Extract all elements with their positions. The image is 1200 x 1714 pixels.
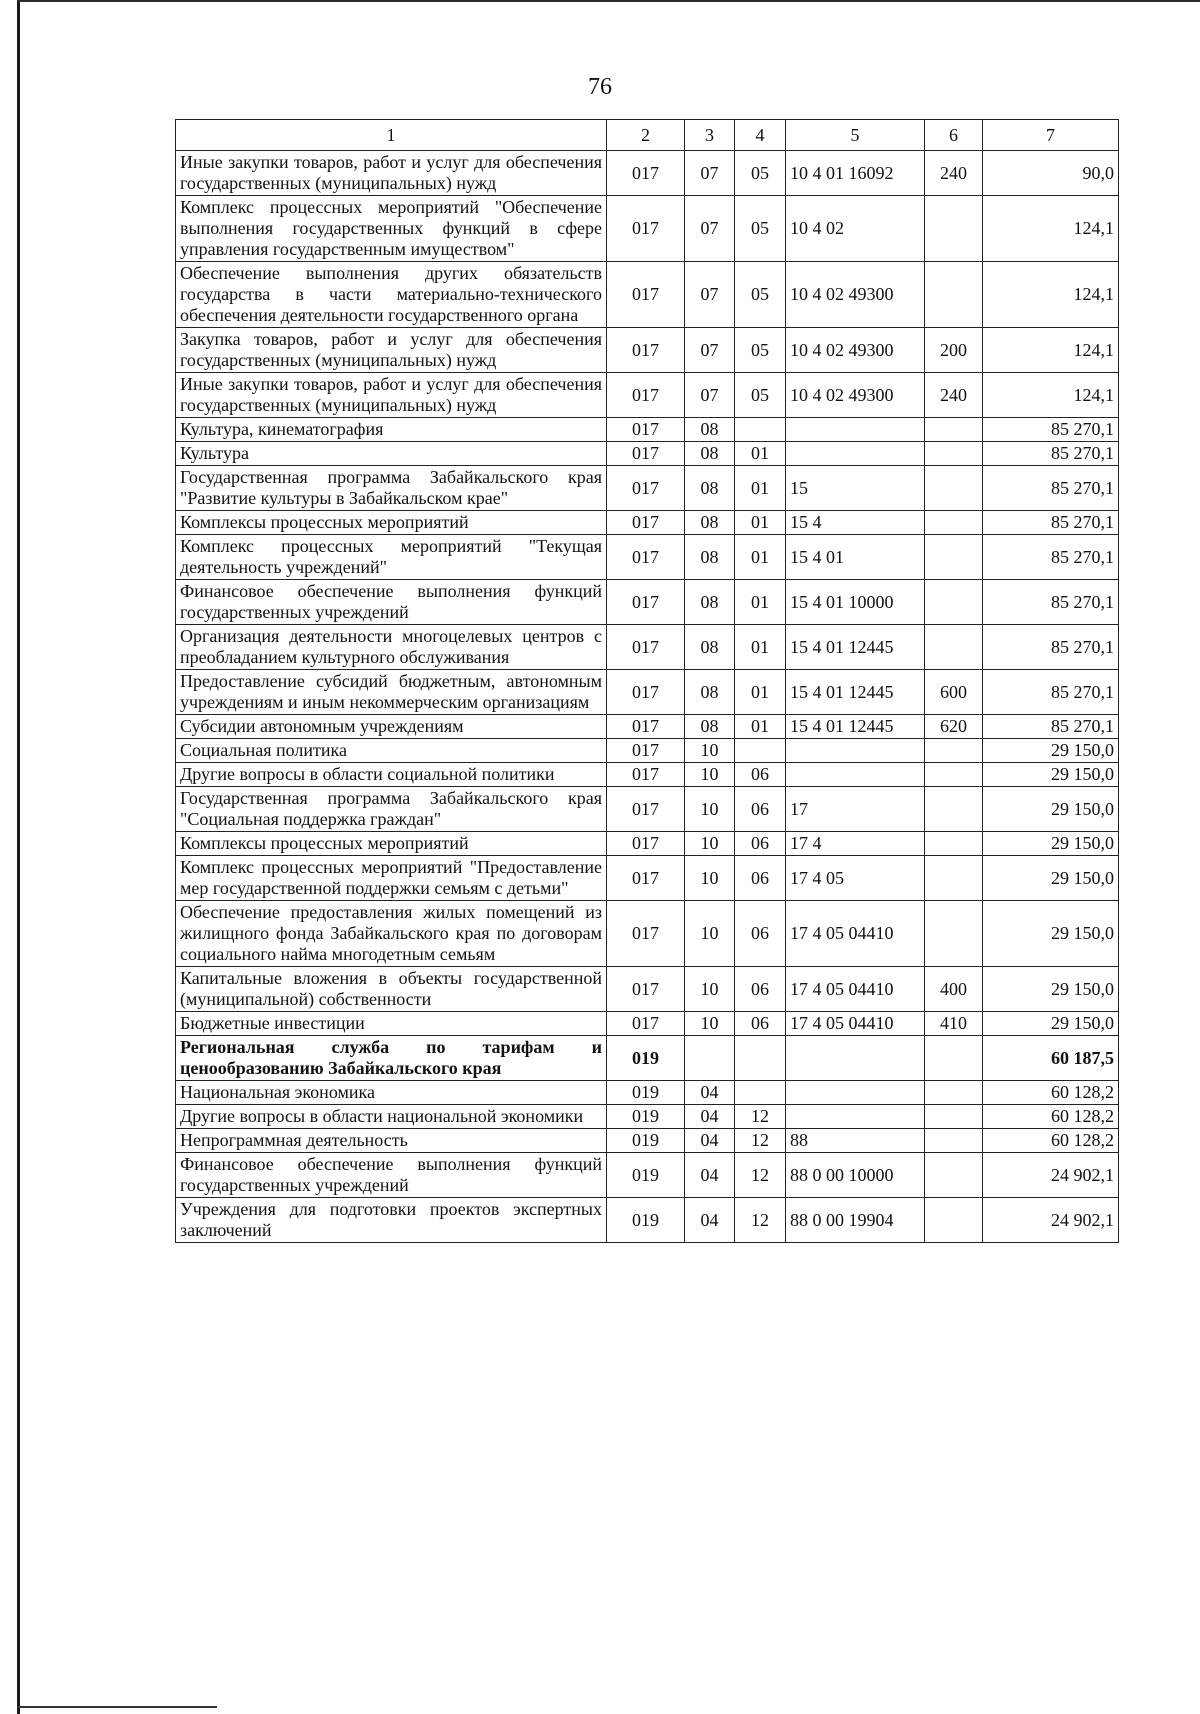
cell-expense-type — [925, 787, 983, 832]
table-row — [176, 442, 1119, 466]
cell-name: Комплексы процессных мероприятий — [176, 832, 607, 856]
cell-section: 08 — [685, 511, 735, 535]
cell-grbs: 017 — [607, 1012, 685, 1036]
table-row — [176, 787, 1119, 832]
cell-amount: 85 270,1 — [983, 625, 1119, 670]
cell-name: Предоставление субсидий бюджетным, автономным учреждениям и иным некоммерческим организациям — [176, 670, 607, 715]
cell-subsection — [735, 1036, 786, 1081]
cell-amount: 90,0 — [983, 151, 1119, 196]
cell-target-article — [786, 1105, 925, 1129]
cell-name: Социальная политика — [176, 739, 607, 763]
column-header: 6 — [925, 120, 983, 151]
cell-section: 07 — [685, 151, 735, 196]
cell-amount: 29 150,0 — [983, 856, 1119, 901]
cell-name: Другие вопросы в области социальной политики — [176, 763, 607, 787]
cell-amount: 124,1 — [983, 196, 1119, 262]
cell-target-article — [786, 418, 925, 442]
cell-section: 04 — [685, 1081, 735, 1105]
cell-subsection: 06 — [735, 856, 786, 901]
cell-subsection: 06 — [735, 832, 786, 856]
cell-section: 10 — [685, 1012, 735, 1036]
cell-expense-type — [925, 763, 983, 787]
cell-grbs: 017 — [607, 670, 685, 715]
table-row — [176, 1012, 1119, 1036]
cell-target-article: 17 — [786, 787, 925, 832]
cell-expense-type — [925, 511, 983, 535]
cell-target-article: 15 4 01 12445 — [786, 715, 925, 739]
cell-subsection: 06 — [735, 787, 786, 832]
table-row — [176, 511, 1119, 535]
cell-name: Комплекс процессных мероприятий "Текущая деятельность учреждений" — [176, 535, 607, 580]
table-row — [176, 580, 1119, 625]
cell-section: 10 — [685, 967, 735, 1012]
cell-subsection: 01 — [735, 625, 786, 670]
cell-target-article — [786, 763, 925, 787]
cell-target-article — [786, 739, 925, 763]
cell-target-article: 15 — [786, 466, 925, 511]
column-header: 7 — [983, 120, 1119, 151]
header-row — [176, 120, 1119, 151]
cell-name: Государственная программа Забайкальского края "Социальная поддержка граждан" — [176, 787, 607, 832]
table-row — [176, 1153, 1119, 1198]
cell-amount: 85 270,1 — [983, 580, 1119, 625]
cell-grbs: 017 — [607, 739, 685, 763]
table-row — [176, 418, 1119, 442]
table-row — [176, 1105, 1119, 1129]
cell-name: Иные закупки товаров, работ и услуг для обеспечения государственных (муниципальных) нужд — [176, 373, 607, 418]
cell-amount: 24 902,1 — [983, 1198, 1119, 1243]
cell-grbs: 019 — [607, 1198, 685, 1243]
cell-subsection: 12 — [735, 1153, 786, 1198]
cell-grbs: 019 — [607, 1036, 685, 1081]
cell-name: Субсидии автономным учреждениям — [176, 715, 607, 739]
cell-name: Комплекс процессных мероприятий "Обеспечение выполнения государственных функций в сфере управления государственным имуществом" — [176, 196, 607, 262]
cell-grbs: 017 — [607, 625, 685, 670]
cell-expense-type: 620 — [925, 715, 983, 739]
cell-grbs: 017 — [607, 196, 685, 262]
cell-expense-type: 600 — [925, 670, 983, 715]
cell-subsection: 06 — [735, 901, 786, 967]
cell-expense-type — [925, 442, 983, 466]
cell-section: 04 — [685, 1105, 735, 1129]
cell-amount: 85 270,1 — [983, 418, 1119, 442]
cell-name: Государственная программа Забайкальского края "Развитие культуры в Забайкальском крае" — [176, 466, 607, 511]
table-row — [176, 1081, 1119, 1105]
cell-target-article: 88 0 00 10000 — [786, 1153, 925, 1198]
cell-expense-type — [925, 1036, 983, 1081]
cell-section: 08 — [685, 625, 735, 670]
cell-name: Финансовое обеспечение выполнения функций государственных учреждений — [176, 1153, 607, 1198]
cell-subsection: 01 — [735, 535, 786, 580]
cell-grbs: 019 — [607, 1105, 685, 1129]
cell-amount: 60 128,2 — [983, 1081, 1119, 1105]
table-row — [176, 328, 1119, 373]
cell-expense-type: 400 — [925, 967, 983, 1012]
cell-amount: 29 150,0 — [983, 739, 1119, 763]
cell-target-article: 88 — [786, 1129, 925, 1153]
table-row — [176, 715, 1119, 739]
cell-expense-type — [925, 580, 983, 625]
cell-amount: 60 187,5 — [983, 1036, 1119, 1081]
cell-name: Культура — [176, 442, 607, 466]
cell-subsection: 12 — [735, 1129, 786, 1153]
cell-expense-type — [925, 1081, 983, 1105]
cell-target-article: 10 4 02 — [786, 196, 925, 262]
cell-amount: 85 270,1 — [983, 442, 1119, 466]
cell-name: Непрограммная деятельность — [176, 1129, 607, 1153]
cell-amount: 29 150,0 — [983, 787, 1119, 832]
cell-expense-type — [925, 262, 983, 328]
cell-amount: 124,1 — [983, 262, 1119, 328]
table-row — [176, 466, 1119, 511]
cell-grbs: 017 — [607, 967, 685, 1012]
cell-grbs: 017 — [607, 856, 685, 901]
cell-expense-type: 200 — [925, 328, 983, 373]
budget-table — [175, 119, 1119, 1243]
cell-subsection: 05 — [735, 328, 786, 373]
cell-amount: 124,1 — [983, 373, 1119, 418]
cell-name: Иные закупки товаров, работ и услуг для обеспечения государственных (муниципальных) нужд — [176, 151, 607, 196]
cell-subsection: 12 — [735, 1198, 786, 1243]
cell-grbs: 017 — [607, 262, 685, 328]
cell-target-article: 17 4 05 04410 — [786, 1012, 925, 1036]
table-row — [176, 1129, 1119, 1153]
page-number: 76 — [588, 74, 612, 100]
cell-target-article: 15 4 01 10000 — [786, 580, 925, 625]
cell-grbs: 017 — [607, 715, 685, 739]
cell-target-article — [786, 1081, 925, 1105]
cell-target-article: 17 4 05 — [786, 856, 925, 901]
cell-grbs: 017 — [607, 832, 685, 856]
cell-grbs: 017 — [607, 442, 685, 466]
table-body — [176, 151, 1119, 1243]
table-row — [176, 196, 1119, 262]
cell-name: Капитальные вложения в объекты государственной (муниципальной) собственности — [176, 967, 607, 1012]
cell-subsection: 06 — [735, 967, 786, 1012]
cell-grbs: 019 — [607, 1153, 685, 1198]
cell-name: Бюджетные инвестиции — [176, 1012, 607, 1036]
cell-name: Обеспечение выполнения других обязательств государства в части материально-технического обеспечения деятельности государственного органа — [176, 262, 607, 328]
cell-grbs: 017 — [607, 787, 685, 832]
cell-target-article: 15 4 01 12445 — [786, 625, 925, 670]
cell-section: 10 — [685, 739, 735, 763]
cell-section — [685, 1036, 735, 1081]
cell-grbs: 017 — [607, 466, 685, 511]
cell-target-article — [786, 1036, 925, 1081]
cell-expense-type — [925, 1105, 983, 1129]
cell-name: Обеспечение предоставления жилых помещений из жилищного фонда Забайкальского края по договорам социального найма многодетным семьям — [176, 901, 607, 967]
cell-target-article: 17 4 05 04410 — [786, 967, 925, 1012]
cell-amount: 24 902,1 — [983, 1153, 1119, 1198]
table-row — [176, 856, 1119, 901]
cell-section: 08 — [685, 715, 735, 739]
table-row — [176, 262, 1119, 328]
cell-subsection: 05 — [735, 151, 786, 196]
cell-subsection: 01 — [735, 442, 786, 466]
cell-amount: 85 270,1 — [983, 535, 1119, 580]
cell-name: Комплексы процессных мероприятий — [176, 511, 607, 535]
column-header: 2 — [607, 120, 685, 151]
cell-section: 07 — [685, 328, 735, 373]
cell-amount: 85 270,1 — [983, 466, 1119, 511]
cell-grbs: 017 — [607, 511, 685, 535]
table-row — [176, 151, 1119, 196]
cell-subsection: 05 — [735, 196, 786, 262]
cell-expense-type — [925, 739, 983, 763]
cell-expense-type — [925, 832, 983, 856]
cell-expense-type — [925, 1153, 983, 1198]
cell-subsection: 01 — [735, 715, 786, 739]
cell-section: 07 — [685, 262, 735, 328]
cell-grbs: 017 — [607, 373, 685, 418]
table-row — [176, 535, 1119, 580]
cell-grbs: 017 — [607, 151, 685, 196]
cell-target-article: 10 4 02 49300 — [786, 262, 925, 328]
cell-amount: 60 128,2 — [983, 1129, 1119, 1153]
cell-target-article: 17 4 — [786, 832, 925, 856]
cell-target-article: 15 4 — [786, 511, 925, 535]
cell-expense-type — [925, 1129, 983, 1153]
table-row — [176, 1198, 1119, 1243]
cell-grbs: 017 — [607, 763, 685, 787]
cell-name: Другие вопросы в области национальной экономики — [176, 1105, 607, 1129]
cell-amount: 29 150,0 — [983, 967, 1119, 1012]
cell-subsection: 06 — [735, 763, 786, 787]
cell-target-article: 17 4 05 04410 — [786, 901, 925, 967]
cell-expense-type — [925, 466, 983, 511]
table-row — [176, 670, 1119, 715]
cell-target-article: 15 4 01 12445 — [786, 670, 925, 715]
scan-bottom-mark — [17, 1706, 217, 1708]
cell-subsection: 01 — [735, 511, 786, 535]
cell-target-article: 10 4 01 16092 — [786, 151, 925, 196]
cell-section: 10 — [685, 832, 735, 856]
cell-subsection: 01 — [735, 466, 786, 511]
cell-expense-type — [925, 196, 983, 262]
cell-name: Закупка товаров, работ и услуг для обеспечения государственных (муниципальных) нужд — [176, 328, 607, 373]
cell-expense-type: 240 — [925, 151, 983, 196]
cell-section: 07 — [685, 196, 735, 262]
cell-section: 10 — [685, 856, 735, 901]
cell-subsection: 12 — [735, 1105, 786, 1129]
cell-expense-type — [925, 901, 983, 967]
table-row — [176, 967, 1119, 1012]
scan-left-edge — [17, 0, 20, 1714]
cell-expense-type — [925, 625, 983, 670]
cell-name: Комплекс процессных мероприятий "Предоставление мер государственной поддержки семьям с детьми" — [176, 856, 607, 901]
cell-target-article — [786, 442, 925, 466]
cell-section: 07 — [685, 373, 735, 418]
cell-grbs: 017 — [607, 535, 685, 580]
cell-expense-type — [925, 418, 983, 442]
scan-top-edge — [17, 0, 1200, 2]
cell-amount: 85 270,1 — [983, 670, 1119, 715]
cell-section: 10 — [685, 901, 735, 967]
cell-target-article: 10 4 02 49300 — [786, 373, 925, 418]
cell-section: 08 — [685, 670, 735, 715]
cell-expense-type — [925, 535, 983, 580]
cell-subsection — [735, 1081, 786, 1105]
cell-amount: 29 150,0 — [983, 901, 1119, 967]
table-row — [176, 373, 1119, 418]
cell-section: 08 — [685, 580, 735, 625]
cell-subsection: 01 — [735, 580, 786, 625]
cell-section: 04 — [685, 1153, 735, 1198]
column-header: 5 — [786, 120, 925, 151]
cell-grbs: 017 — [607, 418, 685, 442]
cell-grbs: 017 — [607, 328, 685, 373]
table-row — [176, 739, 1119, 763]
cell-amount: 29 150,0 — [983, 1012, 1119, 1036]
cell-subsection — [735, 418, 786, 442]
cell-section: 08 — [685, 535, 735, 580]
column-header: 3 — [685, 120, 735, 151]
cell-amount: 60 128,2 — [983, 1105, 1119, 1129]
cell-name: Культура, кинематография — [176, 418, 607, 442]
table-row — [176, 832, 1119, 856]
cell-subsection — [735, 739, 786, 763]
cell-section: 08 — [685, 466, 735, 511]
cell-expense-type: 240 — [925, 373, 983, 418]
table-row — [176, 1036, 1119, 1081]
cell-grbs: 019 — [607, 1129, 685, 1153]
column-header: 4 — [735, 120, 786, 151]
cell-subsection: 05 — [735, 262, 786, 328]
cell-expense-type — [925, 1198, 983, 1243]
table-row — [176, 763, 1119, 787]
cell-target-article: 10 4 02 49300 — [786, 328, 925, 373]
cell-grbs: 017 — [607, 901, 685, 967]
cell-name: Организация деятельности многоцелевых центров с преобладанием культурного обслуживания — [176, 625, 607, 670]
cell-subsection: 05 — [735, 373, 786, 418]
cell-expense-type: 410 — [925, 1012, 983, 1036]
cell-section: 08 — [685, 418, 735, 442]
cell-section: 10 — [685, 787, 735, 832]
cell-name: Учреждения для подготовки проектов экспертных заключений — [176, 1198, 607, 1243]
table-row — [176, 625, 1119, 670]
column-header: 1 — [176, 120, 607, 151]
cell-name: Региональная служба по тарифам и ценообразованию Забайкальского края — [176, 1036, 607, 1081]
cell-section: 08 — [685, 442, 735, 466]
cell-name: Финансовое обеспечение выполнения функций государственных учреждений — [176, 580, 607, 625]
cell-subsection: 01 — [735, 670, 786, 715]
cell-grbs: 017 — [607, 580, 685, 625]
cell-section: 10 — [685, 763, 735, 787]
cell-target-article: 15 4 01 — [786, 535, 925, 580]
cell-section: 04 — [685, 1129, 735, 1153]
cell-amount: 29 150,0 — [983, 763, 1119, 787]
cell-section: 04 — [685, 1198, 735, 1243]
cell-amount: 85 270,1 — [983, 715, 1119, 739]
cell-name: Национальная экономика — [176, 1081, 607, 1105]
cell-expense-type — [925, 856, 983, 901]
cell-subsection: 06 — [735, 1012, 786, 1036]
cell-amount: 29 150,0 — [983, 832, 1119, 856]
cell-amount: 85 270,1 — [983, 511, 1119, 535]
cell-grbs: 019 — [607, 1081, 685, 1105]
cell-target-article: 88 0 00 19904 — [786, 1198, 925, 1243]
cell-amount: 124,1 — [983, 328, 1119, 373]
table-row — [176, 901, 1119, 967]
